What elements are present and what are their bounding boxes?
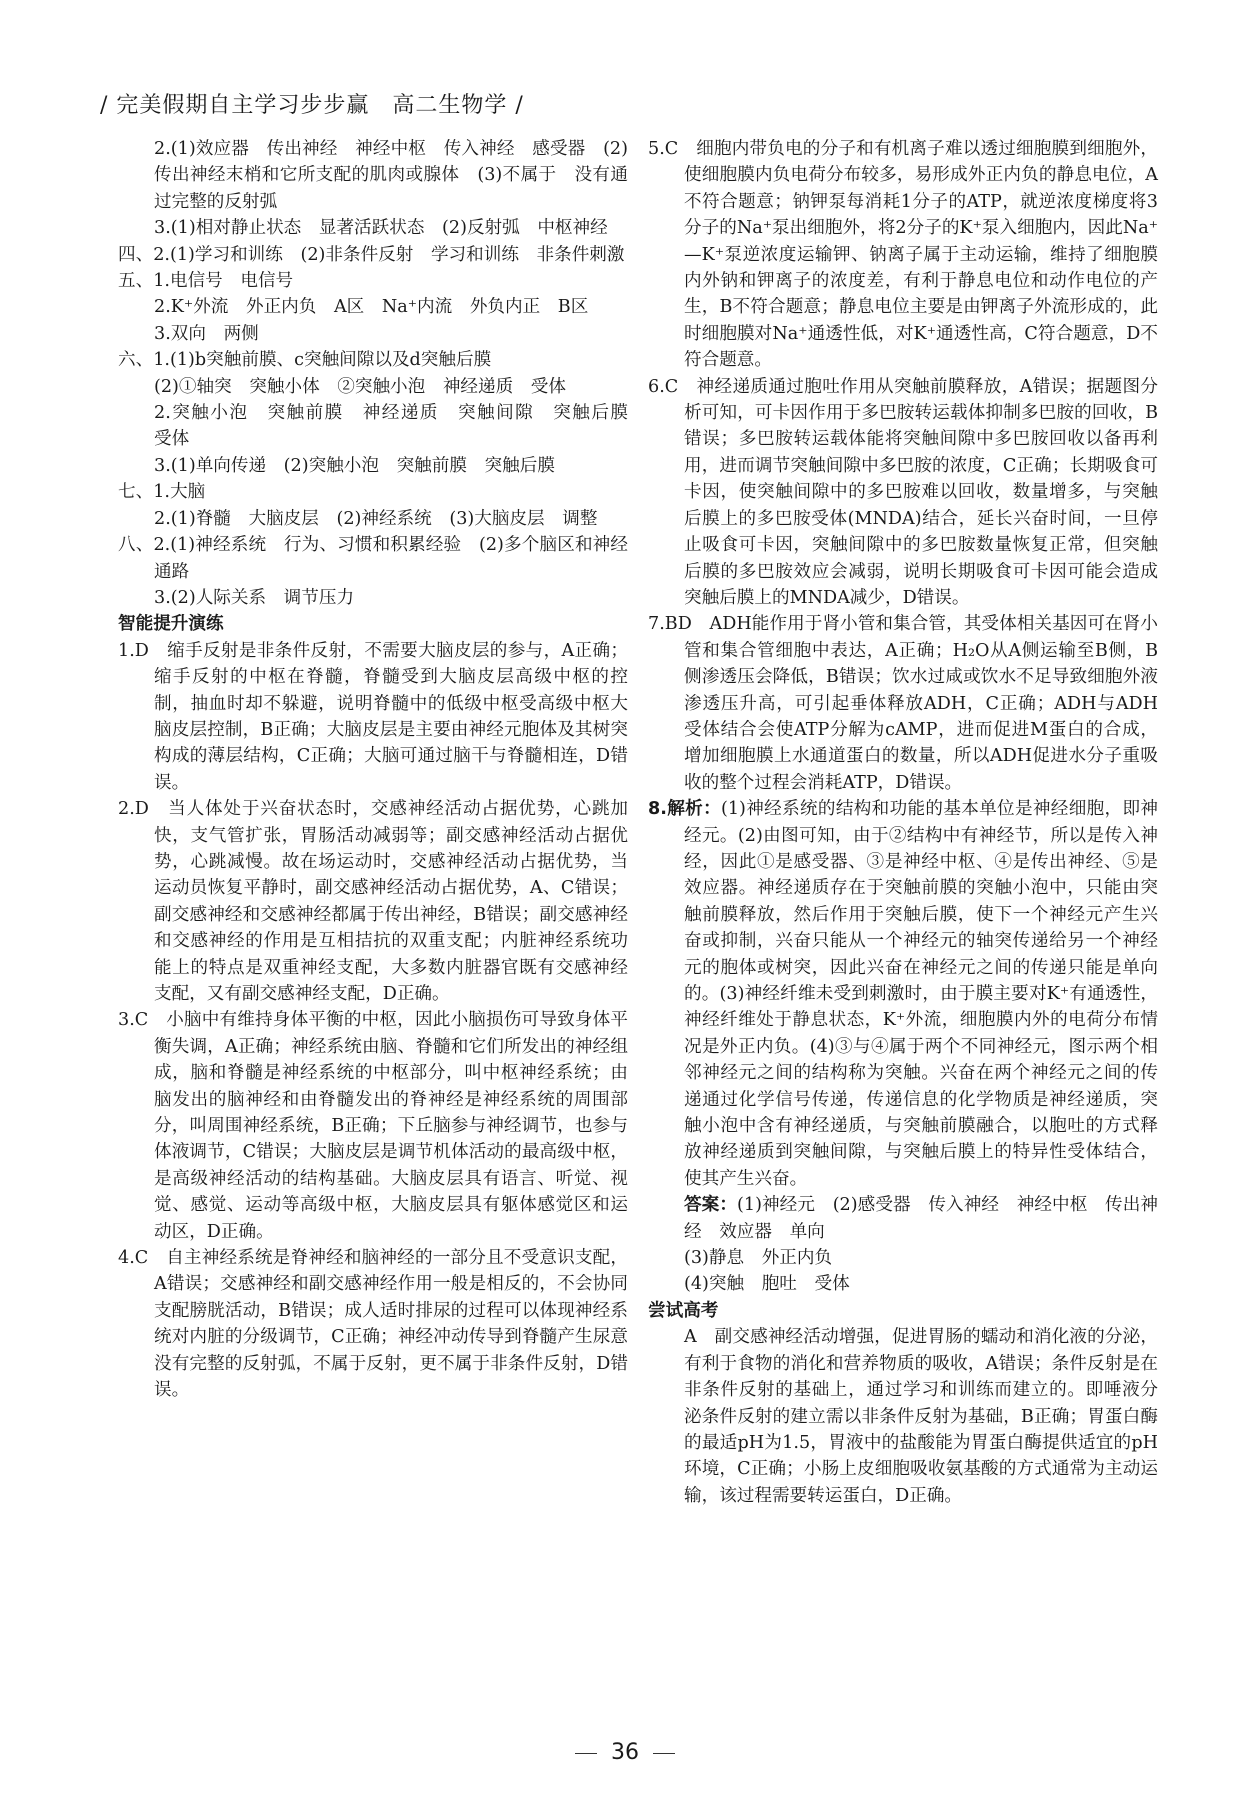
answer-line: 八、2.(1)神经系统 行为、习惯和积累经验 (2)多个脑区和神经通路 xyxy=(118,535,628,582)
page-number xyxy=(0,1740,1250,1765)
answer-line: 五、1.电信号 电信号 xyxy=(118,271,294,292)
answer-line: 2.突触小泡 突触前膜 神经递质 突触间隙 突触后膜 受体 xyxy=(154,403,646,450)
analysis-text: (1)神经系统的结构和功能的基本单位是神经细胞，即神经元。(2)由图可知，由于②结构中有神经节，所以是传入神经，因此①是感受器、③是神经中枢、④是传出神经、⑤是效应器。神经递质存在于突触前膜的突触小泡中，只能由突触前膜释放，然后作用于突触后膜，使下一个神经元产生兴奋或抑制，兴奋只能从一个神经元的轴突传递给另一个神经元的胞体或树突，因此兴奋在神经元之间的传递只能是单向的。(3)神经纤维未受到刺激时，由于膜主要对K⁺有通透性，神经纤维处于静息状态，K⁺外流，细胞膜内外的电荷分布情况是外正内负。(4)③与④属于两个不同神经元，图示两个相邻神经元之间的结构称为突触。兴奋在两个神经元之间的传递通过化学信号传递，传递信息的化学物质是神经递质，突触小泡中含有神经递质，与突触前膜融合，以胞吐的方式释放神经递质到突触间隙，与突触后膜上的特异性受体结合，使其产生兴奋。 xyxy=(684,799,1158,1189)
running-header: / 完美假期自主学习步步赢 高二生物学 / xyxy=(100,93,524,118)
answer-line: 3.双向 两侧 xyxy=(154,323,259,344)
explanation-paragraph: 3.C 小脑中有维持身体平衡的中枢，因此小脑损伤可导致身体平衡失调，A正确；神经系统由脑、脊髓和它们所发出的神经组成，脑和脊髓是神经系统的中枢部分，叫中枢神经系统；由脑发出的脑神经和由脊髓发出的脊神经是神经系统的周围部分，叫周围神经系统，B正确；下丘脑参与神经调节，也参与体液调节，C错误；大脑皮层是调节机体活动的最高级中枢，是高级神经活动的结构基础。大脑皮层具有语言、听觉、视觉、感觉、运动等高级中枢，大脑皮层具有躯体感觉区和运动区，D正确。 xyxy=(118,1010,628,1242)
answer-line: 四、2.(1)学习和训练 (2)非条件反射 学习和训练 非条件刺激 xyxy=(118,244,625,265)
answer-line: 2.(1)脊髓 大脑皮层 (2)神经系统 (3)大脑皮层 调整 xyxy=(154,508,598,529)
answer-label: 答案： xyxy=(684,1195,738,1216)
explanation-paragraph: A 副交感神经活动增强，促进胃肠的蠕动和消化液的分泌，有利于食物的消化和营养物质的吸收，A错误；条件反射是在非条件反射的基础上，通过学习和训练而建立的。即唾液分泌条件反射的建立需以非条件反射为基础，B正确；胃蛋白酶的最适pH为1.5，胃液中的盐酸能为胃蛋白酶提供适宜的pH环境，C正确；小肠上皮细胞吸收氨基酸的方式通常为主动运输，该过程需要转运蛋白，D正确。 xyxy=(684,1327,1158,1506)
answer-line: 六、1.(1)b突触前膜、c突触间隙以及d突触后膜 xyxy=(118,350,492,371)
section-heading: 智能提升演练 xyxy=(118,614,224,635)
answer-line: 3.(1)相对静止状态 显著活跃状态 (2)反射弧 中枢神经 xyxy=(154,218,608,239)
explanation-paragraph: 1.D 缩手反射是非条件反射，不需要大脑皮层的参与，A正确；缩手反射的中枢在脊髓，脊髓受到大脑皮层高级中枢的控制，抽血时却不躲避，说明脊髓中的低级中枢受高级中枢大脑皮层控制，B正确；大脑皮层是主要由神经元胞体及其树突构成的薄层结构，C正确；大脑可通过脑干与脊髓相连，D错误。 xyxy=(118,640,628,793)
page-number-dash-left xyxy=(575,1753,597,1754)
answer-line: 3.(2)人际关系 调节压力 xyxy=(154,587,355,608)
answer-line: (2)①轴突 突触小体 ②突触小泡 神经递质 受体 xyxy=(154,376,566,397)
explanation-paragraph: 5.C 细胞内带负电的分子和有机离子难以透过细胞膜到细胞外，使细胞膜内负电荷分布较多，易形成外正内负的静息电位，A不符合题意；钠钾泵每消耗1分子的ATP，就逆浓度梯度将3分子的Na⁺泵出细胞外，将2分子的K⁺泵入细胞内，因此Na⁺—K⁺泵逆浓度运输钾、钠离子属于主动运输，维持了细胞膜内外钠和钾离子的浓度差，有利于静息电位和动作电位的产生，B不符合题意；静息电位主要是由钾离子外流形成的，此时细胞膜对Na⁺通透性低，对K⁺通透性高，C符合题意，D不符合题意。 xyxy=(648,139,1158,371)
explanation-paragraph: 6.C 神经递质通过胞吐作用从突触前膜释放，A错误；据题图分析可知，可卡因作用于多巴胺转运载体抑制多巴胺的回收，B错误；多巴胺转运载体能将突触间隙中多巴胺回收以备再利用，进而调节突触间隙中多巴胺的浓度，C正确；长期吸食可卡因，使突触间隙中的多巴胺难以回收，数量增多，与突触后膜上的多巴胺受体(MNDA)结合，延长兴奋时间，一旦停止吸食可卡因，突触间隙中的多巴胺数量恢复正常，但突触后膜的多巴胺效应会减弱，说明长期吸食可卡因可能会造成突触后膜上的MNDA减少，D错误。 xyxy=(648,376,1158,608)
page-number-text: 36 xyxy=(611,1740,639,1765)
explanation-paragraph: 7.BD ADH能作用于肾小管和集合管，其受体相关基因可在肾小管和集合管细胞中表达，A正确；H₂O从A侧运输至B侧，B侧渗透压会降低，B错误；饮水过咸或饮水不足导致细胞外液渗透压升高，可引起垂体释放ADH，C正确；ADH与ADH受体结合会使ATP分解为cAMP，进而促进M蛋白的合成，增加细胞膜上水通道蛋白的数量，所以ADH促进水分子重吸收的整个过程会消耗ATP，D错误。 xyxy=(648,614,1158,793)
right-column xyxy=(648,136,1158,1509)
answer-line: (4)突触 胞吐 受体 xyxy=(684,1274,850,1295)
page-number-dash-right xyxy=(653,1753,675,1754)
answer-line: (3)静息 外正内负 xyxy=(684,1248,833,1269)
answer-line: 2.K⁺外流 外正内负 A区 Na⁺内流 外负内正 B区 xyxy=(154,297,589,318)
section-heading: 尝试高考 xyxy=(648,1300,719,1321)
answer-paragraph xyxy=(648,1192,1158,1245)
answer-line: 七、1.大脑 xyxy=(118,482,206,503)
left-column xyxy=(118,136,646,1404)
answer-text: (1)神经元 (2)感受器 传入神经 神经中枢 传出神经 效应器 单向 xyxy=(684,1195,1158,1242)
explanation-paragraph: 4.C 自主神经系统是脊神经和脑神经的一部分且不受意识支配，A错误；交感神经和副交感神经作用一般是相反的，不会协同支配膀胱活动，B错误；成人适时排尿的过程可以体现神经系统对内脏的分级调节，C正确；神经冲动传导到脊髓产生尿意没有完整的反射弧，不属于反射，更不属于非条件反射，D错误。 xyxy=(118,1248,628,1401)
explanation-paragraph xyxy=(648,796,1158,1192)
answer-line: 3.(1)单向传递 (2)突触小泡 突触前膜 突触后膜 xyxy=(154,455,555,476)
analysis-label: 8.解析： xyxy=(648,799,721,820)
answer-line: 2.(1)效应器 传出神经 神经中枢 传入神经 感受器 (2)传出神经末梢和它所支配的肌肉或腺体 (3)不属于 没有通过完整的反射弧 xyxy=(154,139,628,212)
explanation-paragraph: 2.D 当人体处于兴奋状态时，交感神经活动占据优势，心跳加快，支气管扩张，胃肠活动减弱等；副交感神经活动占据优势，心跳减慢。故在场运动时，交感神经活动占据优势，当运动员恢复平静时，副交感神经活动占据优势，A、C错误；副交感神经和交感神经都属于传出神经，B错误；副交感神经和交感神经的作用是互相拮抗的双重支配；内脏神经系统功能上的特点是双重神经支配，大多数内脏器官既有交感神经支配，又有副交感神经支配，D正确。 xyxy=(118,799,628,1004)
